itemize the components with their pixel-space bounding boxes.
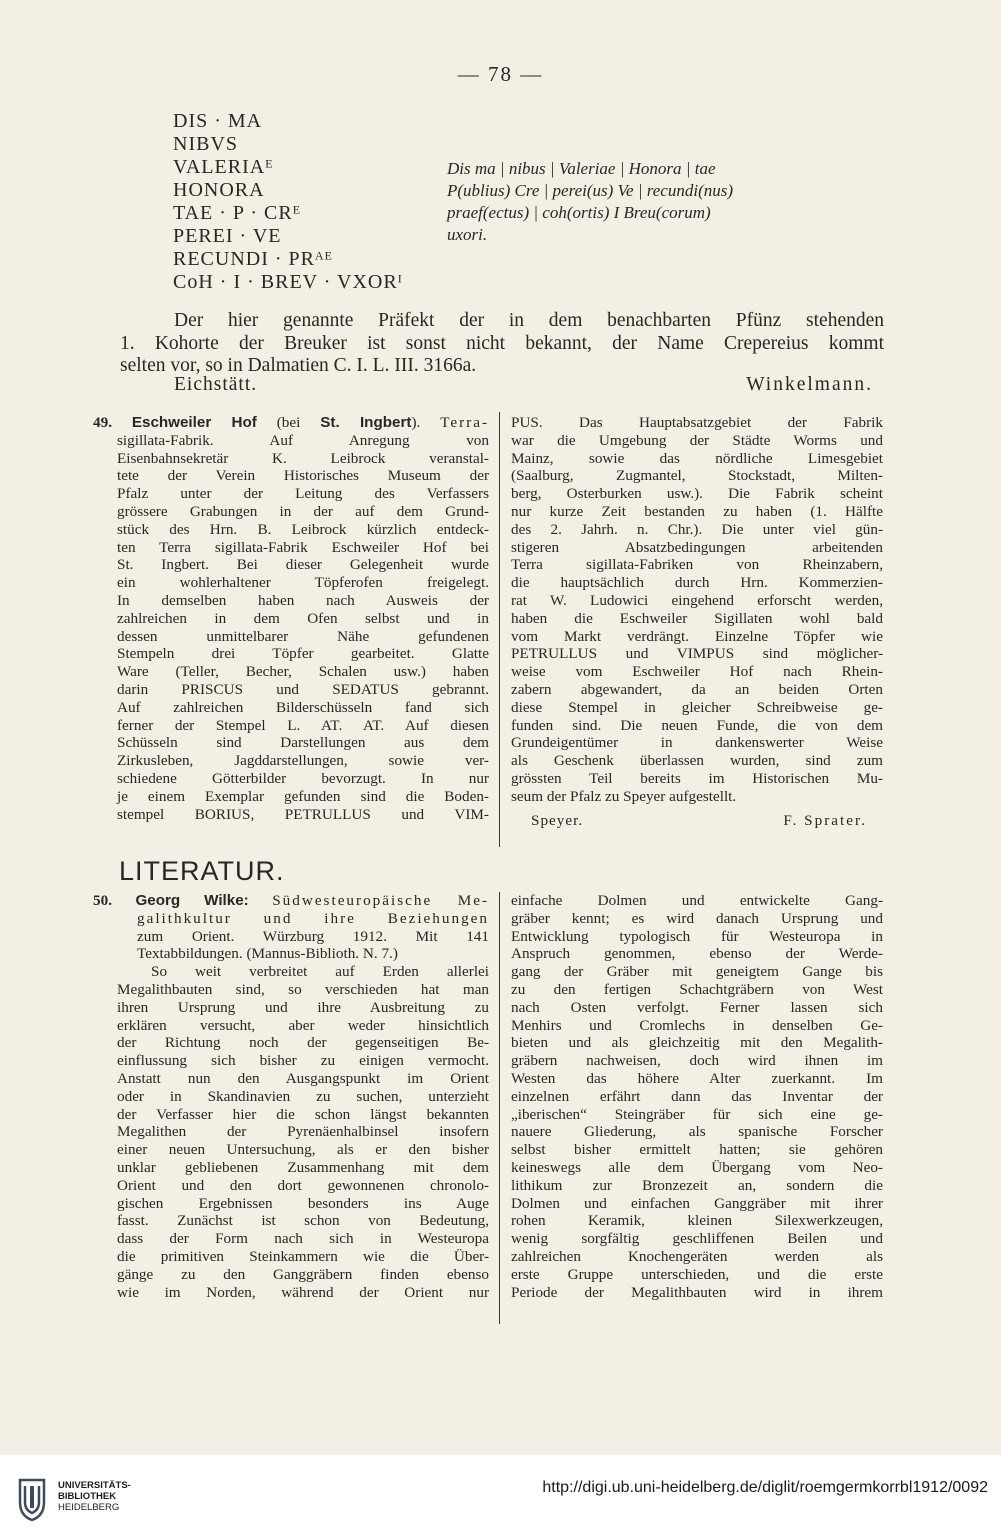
text-line: Ware (Teller, Becher, Schalen usw.) haben xyxy=(117,663,489,681)
text-line: selbst bisher ermittelt hatten; sie gehören xyxy=(511,1141,883,1159)
transcription-line: praef(ectus) | coh(ortis) I Breu(corum) xyxy=(447,203,711,222)
inscription-line: DIS · MA xyxy=(173,110,263,132)
footer-bar xyxy=(0,1455,1001,1539)
page-number: — 78 — xyxy=(457,62,544,86)
text-line: je einem Exemplar gefunden sind die Boden- xyxy=(117,787,489,805)
text-line: weise vom Eschweiler Hof nach Rhein- xyxy=(511,663,883,681)
inscription-line: HONORA xyxy=(173,179,265,201)
item-number: 49. xyxy=(93,414,112,431)
text-line: grössten Teil bereits im Historischen Mu- xyxy=(511,769,883,787)
text-line: zabern abgewandert, da an beiden Orten xyxy=(511,680,883,698)
text-line: Megalithbauten sind, so verschieden hat man xyxy=(117,980,489,998)
text-line: Eisenbahnsekretär K. Leibrock veranstal- xyxy=(117,449,489,467)
text-line: Terra sigillata-Fabriken von Rheinzabern, xyxy=(511,556,883,574)
library-name-line: UNIVERSITÄTS- xyxy=(58,1480,131,1491)
item-49-place: Speyer. xyxy=(531,811,584,829)
item-50-left-column xyxy=(93,892,489,1301)
inscription-line: PEREI · VE xyxy=(173,225,282,247)
text-line: Anstatt nun den Ausgangspunkt im Orient xyxy=(117,1069,489,1087)
text-line: Orient und den dort gewonnenen chronolo- xyxy=(117,1176,489,1194)
item-50-right-column xyxy=(511,892,883,1301)
text-line: Schüsseln sind Darstellungen aus dem xyxy=(117,734,489,752)
library-name-line: BIBLIOTHEK xyxy=(58,1491,117,1502)
intro-author: Winkelmann. xyxy=(746,374,873,395)
text-line: als Geschenk überlassen wurden, sind zum xyxy=(511,752,883,770)
text-line: So weit verbreitet auf Erden allerlei xyxy=(151,963,489,981)
text-line: berg, Osterburken usw.). Die Fabrik scheint xyxy=(511,485,883,503)
text-line: dass der Form nach sich in Westeuropa xyxy=(117,1230,489,1248)
text-line: erste Gruppe unterschieden, und die erste xyxy=(511,1265,883,1283)
text-line: unklar gebliebenen Zusammenhang mit dem xyxy=(117,1158,489,1176)
text-line: Dolmen und einfachen Ganggräber mit ihrer xyxy=(511,1194,883,1212)
text-line: Periode der Megalithbauten wird in ihrem xyxy=(511,1283,883,1301)
inscription-line: CoH · I · BREV · VXORᴵ xyxy=(173,271,403,293)
text-line: schiedene Götterbilder bevorzugt. In nur xyxy=(117,769,489,787)
item-49-right-column xyxy=(511,414,883,834)
item-49-left-column xyxy=(93,414,489,823)
inscription-line: TAE · P · CRᴱ xyxy=(173,202,302,224)
text-line: Westen das höhere Alter zuerkannt. Im xyxy=(511,1069,883,1087)
text-line: erklären versucht, aber weder hinsichtlich xyxy=(117,1016,489,1034)
text-line: seum der Pfalz zu Speyer aufgestellt. xyxy=(511,787,737,805)
text-line: Pfalz unter der Leitung des Verfassers xyxy=(117,485,489,503)
text-line: Megalithen der Pyrenäenhalbinsel insofern xyxy=(117,1123,489,1141)
paragraph-line: Der hier genannte Präfekt der in dem benachbarten Pfünz stehenden xyxy=(174,310,884,331)
text-line: haben die Eschweiler Sigillaten wohl bald xyxy=(511,609,883,627)
text-line: fasst. Zunächst ist schon von Bedeutung, xyxy=(117,1212,489,1230)
text-line: tete der Verein Historisches Museum der xyxy=(117,467,489,485)
text-line: gischen Ergebnissen besonders ins Auge xyxy=(117,1194,489,1212)
source-url-link[interactable]: http://digi.ub.uni-heidelberg.de/diglit/roemgermkorrbl1912/0092 xyxy=(542,1479,988,1496)
text-line: Grundeigentümer in dankenswerter Weise xyxy=(511,734,883,752)
inscription-transcription xyxy=(447,158,847,246)
paragraph-line: 1. Kohorte der Breuker ist sonst nicht bekannt, der Name Crepereius kommt xyxy=(120,332,884,354)
text-line: einflussung sich bisher zu einigen vermocht. xyxy=(117,1052,489,1070)
text-line: gräbern nachweisen, doch wird ihnen im xyxy=(511,1052,883,1070)
text-line: einzelnen erfährt dann das Inventar der xyxy=(511,1087,883,1105)
transcription-line: P(ublius) Cre | perei(us) Ve | recundi(nus) xyxy=(447,181,734,200)
text-line: nach Osten verfolgt. Ferner lassen sich xyxy=(511,998,883,1016)
text-line: ferner der Stempel L. AT. AT. Auf diesen xyxy=(117,716,489,734)
transcription-line: uxori. xyxy=(447,225,488,244)
text-line: Auf zahlreichen Bilderschüsseln fand sich xyxy=(117,698,489,716)
text-line: einfache Dolmen und entwickelte Gang- xyxy=(511,892,883,909)
inscription-line: NIBVS xyxy=(173,133,239,155)
text-line: dessen unmittelbarer Nähe gefundenen xyxy=(117,627,489,645)
text-line: St. Ingbert. Bei dieser Gelegenheit wurde xyxy=(117,556,489,574)
text-line: Zirkusleben, Jagddarstellungen, sowie ver- xyxy=(117,752,489,770)
text-line: nur kurze Zeit bestanden zu haben (1. Hälfte xyxy=(511,502,883,520)
item-title-paren: ). xyxy=(411,414,421,431)
item-number: 50. xyxy=(93,892,112,909)
text-line: PUS. Das Hauptabsatzgebiet der Fabrik xyxy=(511,414,883,431)
item-author: Georg Wilke: xyxy=(135,892,249,909)
text-line: sigillata-Fabrik. Auf Anregung von xyxy=(117,431,489,449)
text-line: stigeren Absatzbedingungen arbeitenden xyxy=(511,538,883,556)
column-rule xyxy=(499,892,500,1324)
text-line: war die Umgebung der Städte Worms und xyxy=(511,431,883,449)
title-line: galithkultur und ihre Beziehungen xyxy=(137,909,489,927)
text-line: Stempeln drei Töpfer gearbeitet. Glatte xyxy=(117,645,489,663)
text-line: ten Terra sigillata-Fabrik Eschweiler Hof bei xyxy=(117,538,489,556)
text-line: wie im Norden, während der Orient nur xyxy=(117,1283,489,1301)
inscription-line: RECUNDI · PRᴬᴱ xyxy=(173,248,333,270)
item-49-heading xyxy=(93,414,489,432)
text-line: keineswegs alle dem Übergang vom Neo- xyxy=(511,1158,883,1176)
text-line: gräber kennt; es wird danach Ursprung und xyxy=(511,909,883,927)
text-line: stempel BORIUS, PETRULLUS und VIM- xyxy=(117,805,489,823)
item-49-author: F. Sprater. xyxy=(783,811,867,829)
text-line: der Richtung noch der gegenseitigen Be- xyxy=(117,1034,489,1052)
text-line: (Saalburg, Zugmantel, Stockstadt, Milten- xyxy=(511,467,883,485)
text-line: oder in Skandinavien zu suchen, unterzieht xyxy=(117,1087,489,1105)
text-line: die hauptsächlich durch Hrn. Kommerzien- xyxy=(511,574,883,592)
text-line: Menhirs und Cromlechs in denselben Ge- xyxy=(511,1016,883,1034)
text-line: diese Stempel in gleicher Schreibweise ge- xyxy=(511,698,883,716)
item-title-paren: (bei xyxy=(276,414,301,431)
text-line: zahlreichen in dem Ofen selbst und in xyxy=(117,609,489,627)
text-line: stück des Hrn. B. Leibrock kürzlich entdeck- xyxy=(117,520,489,538)
section-heading: LITERATUR. xyxy=(119,856,285,886)
text-line: nauere Gliederung, als spanische Forscher xyxy=(511,1123,883,1141)
item-title-tail: Terra- xyxy=(440,414,490,431)
text-line: PETRULLUS und VIMPUS sind möglicher- xyxy=(511,645,883,663)
item-title: Eschweiler Hof xyxy=(131,414,257,431)
text-line: der Verfasser hier die schon längst bekannten xyxy=(117,1105,489,1123)
text-line: Anspruch genommen, ebenso der Werde- xyxy=(511,945,883,963)
library-name xyxy=(58,1480,131,1513)
text-line: rat W. Ludowici eingehend erforscht werden, xyxy=(511,591,883,609)
text-line: lithikum zur Bronzezeit an, sondern die xyxy=(511,1176,883,1194)
text-line: „iberischen“ Steingräber für sich eine ge- xyxy=(511,1105,883,1123)
library-logo-icon xyxy=(16,1474,48,1522)
text-line: bieten und als gleichzeitig mit den Megalith- xyxy=(511,1034,883,1052)
column-rule xyxy=(499,412,500,847)
paragraph-line: selten vor, so in Dalmatien C. I. L. III. 3166a. xyxy=(120,355,477,376)
text-line: gang der Gräber mit geneigtem Gange bis xyxy=(511,963,883,981)
text-line: In demselben haben nach Ausweis der xyxy=(117,591,489,609)
title-line: zum Orient. Würzburg 1912. Mit 141 xyxy=(137,927,489,945)
item-title: Südwesteuropäische Me- xyxy=(272,892,490,909)
title-line: Textabbildungen. (Mannus-Biblioth. N. 7.) xyxy=(137,945,398,963)
text-line: zu den fertigen Schachtgräbern von West xyxy=(511,980,883,998)
text-line: funden sind. Die neuen Funde, die von dem xyxy=(511,716,883,734)
inscription xyxy=(173,110,403,294)
text-line: rohen Keramik, kleinen Silexwerkzeugen, xyxy=(511,1212,883,1230)
intro-place: Eichstätt. xyxy=(174,374,258,395)
text-line: einer neuen Untersuchung, als er den bisher xyxy=(117,1141,489,1159)
intro-paragraph xyxy=(120,310,884,378)
text-line: die primitiven Steinkammern wie die Über- xyxy=(117,1247,489,1265)
text-line: darin PRISCUS und SEDATUS gebrannt. xyxy=(117,680,489,698)
transcription-line: Dis ma | nibus | Valeriae | Honora | tae xyxy=(447,159,716,178)
inscription-line: VALERIAᴱ xyxy=(173,156,274,178)
library-name-line: HEIDELBERG xyxy=(58,1502,120,1513)
text-line: Mainz, sowie das nördliche Limesgebiet xyxy=(511,449,883,467)
text-line: gänge zu den Ganggräbern finden ebenso xyxy=(117,1265,489,1283)
item-50-heading xyxy=(93,892,489,910)
text-line: ihren Ursprung und ihre Ausbreitung zu xyxy=(117,998,489,1016)
text-line: wenig sorgfältig geschliffenen Beilen und xyxy=(511,1230,883,1248)
text-line: ein wohlerhaltener Töpferofen freigelegt. xyxy=(117,574,489,592)
text-line: grössere Grabungen in der auf dem Grund- xyxy=(117,502,489,520)
text-line: Entwicklung typologisch für Westeuropa in xyxy=(511,927,883,945)
item-title-place: St. Ingbert xyxy=(320,414,412,431)
text-line: vom Markt verdrängt. Einzelne Töpfer wie xyxy=(511,627,883,645)
text-line: des 2. Jahrh. n. Chr.). Die unter viel gün- xyxy=(511,520,883,538)
text-line: zahlreichen Knochengeräten werden als xyxy=(511,1247,883,1265)
